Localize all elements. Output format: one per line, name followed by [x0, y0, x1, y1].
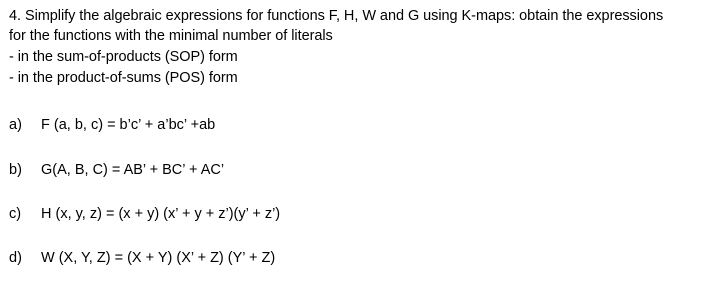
part-b-label: b)	[9, 162, 22, 178]
part-a-label: a)	[9, 117, 22, 133]
question-line-1: 4. Simplify the algebraic expressions for functions F, H, W and G using K-maps: obtain the expressions	[9, 8, 664, 24]
part-c-expression: H (x, y, z) = (x + y) (x’ + y + z’)(y’ + z’)	[41, 206, 281, 222]
part-d-expression: W (X, Y, Z) = (X + Y) (X’ + Z) (Y’ + Z)	[41, 250, 276, 266]
part-c	[9, 205, 280, 223]
part-b-expression: G(A, B, C) = AB’ + BC’ + AC’	[41, 162, 225, 178]
part-a-expression: F (a, b, c) = b’c’ + a’bc’ +ab	[41, 117, 216, 133]
part-a	[9, 116, 215, 134]
pos-requirement: - in the product-of-sums (POS) form	[9, 70, 238, 86]
question-line-2: for the functions with the minimal number of literals	[9, 28, 333, 44]
part-d	[9, 249, 275, 267]
sop-requirement: - in the sum-of-products (SOP) form	[9, 49, 238, 65]
part-c-label: c)	[9, 206, 22, 222]
part-d-label: d)	[9, 250, 22, 266]
part-b	[9, 161, 224, 179]
